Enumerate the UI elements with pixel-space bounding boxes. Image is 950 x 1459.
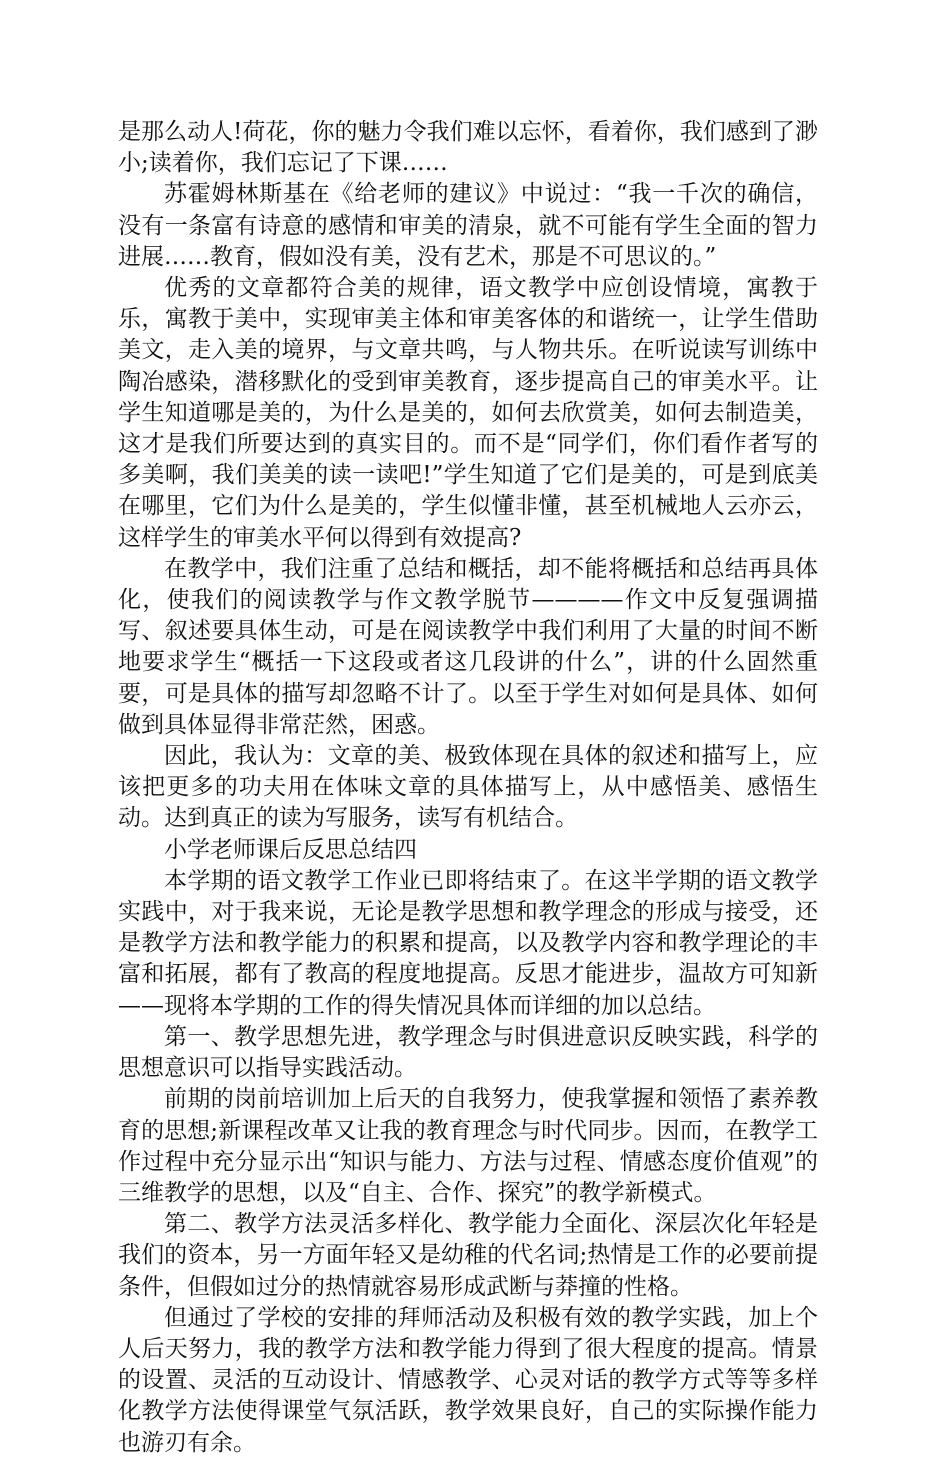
paragraph-2: 苏霍姆林斯基在《给老师的建议》中说过：“我一千次的确信，没有一条富有诗意的感情和审美的清泉，就不可能有学生全面的智力进展……教育，假如没有美，没有艺术，那是不可思议的。” bbox=[118, 181, 818, 270]
paragraph-3: 优秀的文章都符合美的规律，语文教学中应创设情境，寓教于乐，寓教于美中，实现审美主体和审美客体的和谐统一，让学生借助美文，走入美的境界，与文章共鸣，与人物共乐。在听说读写训练中陶冶感染，潜移默化的受到审美教育，逐步提高自己的审美水平。让学生知道哪是美的，为什么是美的，如何去欣赏美，如何去制造美，这才是我们所要达到的真实目的。而不是“同学们，你们看作者写的多美啊，我们美美的读一读吧!”学生知道了它们是美的，可是到底美在哪里，它们为什么是美的，学生似懂非懂，甚至机械地人云亦云，这样学生的审美水平何以得到有效提高? bbox=[118, 275, 818, 551]
paragraph-7: 本学期的语文教学工作业已即将结束了。在这半学期的语文教学实践中，对于我来说，无论是教学思想和教学理念的形成与接受，还是教学方法和教学能力的积累和提高，以及教学内容和教学理论的丰富和拓展，都有了教高的程度地提高。反思才能进步，温故方可知新——现将本学期的工作的得失情况具体而详细的加以总结。 bbox=[118, 867, 818, 1019]
paragraph-9: 前期的岗前培训加上后天的自我努力，使我掌握和领悟了素养教育的思想;新课程改革又让我的教育理念与时代同步。因而，在教学工作过程中充分显示出“知识与能力、方法与过程、情感态度价值观”的三维教学的思想，以及“自主、合作、探究”的教学新模式。 bbox=[118, 1086, 818, 1206]
paragraph-11: 但通过了学校的安排的拜师活动及积极有效的教学实践，加上个人后天努力，我的教学方法和教学能力得到了很大程度的提高。情景的设置、灵活的互动设计、情感教学、心灵对话的教学方式等等多样化教学方法使得课堂气氛活跃，教学效果良好，自己的实际操作能力也游刃有余。 bbox=[118, 1304, 818, 1456]
paragraph-4: 在教学中，我们注重了总结和概括，却不能将概括和总结再具体化，使我们的阅读教学与作文教学脱节————作文中反复强调描写、叙述要具体生动，可是在阅读教学中我们利用了大量的时间不断地要求学生“概括一下这段或者这几段讲的什么”，讲的什么固然重要，可是具体的描写却忽略不计了。以至于学生对如何是具体、如何做到具体显得非常茫然，困惑。 bbox=[118, 555, 818, 738]
section-heading: 小学老师课后反思总结四 bbox=[164, 836, 417, 863]
document-body bbox=[118, 117, 818, 1459]
paragraph-5: 因此，我认为：文章的美、极致体现在具体的叙述和描写上，应该把更多的功夫用在体味文章的具体描写上，从中感悟美、感悟生动。达到真正的读为写服务，读写有机结合。 bbox=[118, 743, 818, 832]
paragraph-1: 是那么动人!荷花，你的魅力令我们难以忘怀，看着你，我们感到了渺小;读着你，我们忘记了下课…… bbox=[118, 119, 818, 177]
paragraph-10: 第二、教学方法灵活多样化、教学能力全面化、深层次化年轻是我们的资本，另一方面年轻又是幼稚的代名词;热情是工作的必要前提条件，但假如过分的热情就容易形成武断与莽撞的性格。 bbox=[118, 1211, 818, 1300]
paragraph-8: 第一、教学思想先进，教学理念与时俱进意识反映实践，科学的思想意识可以指导实践活动。 bbox=[118, 1023, 818, 1082]
